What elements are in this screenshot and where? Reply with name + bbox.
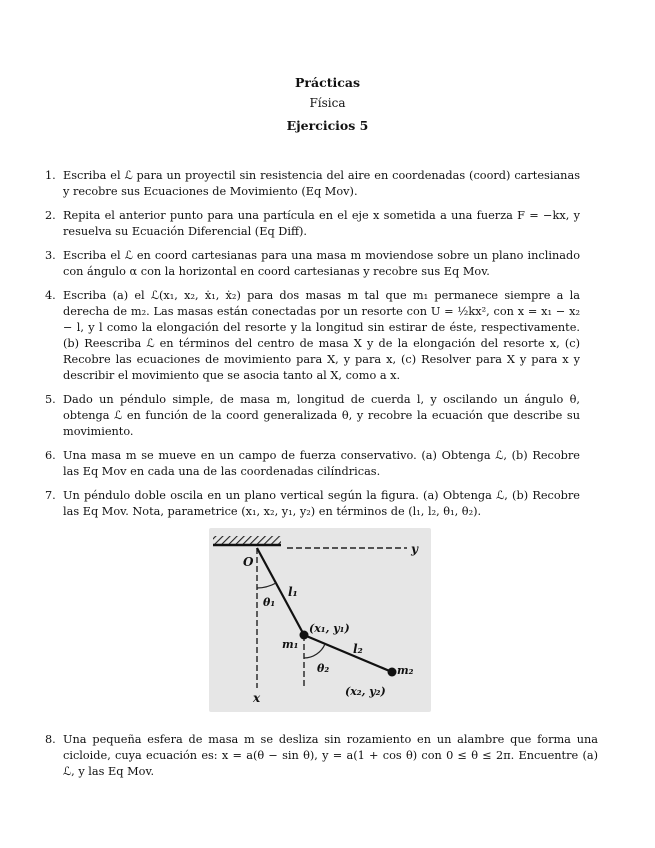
m1-label: m₁ [282, 638, 299, 651]
problem-5 [45, 392, 580, 440]
problem-8 [45, 732, 598, 780]
m2-label: m₂ [397, 664, 414, 677]
x-axis-label: x [253, 691, 261, 705]
problem-1 [45, 168, 580, 200]
problem-text: Una masa m se mueve en un campo de fuerza conservativo. (a) Obtenga ℒ, (b) Recobre las Eq Mov en cada una de las coordenadas cilíndricas. [63, 449, 580, 478]
theta1-label: θ₁ [263, 596, 276, 609]
y-axis-label: y [411, 542, 418, 556]
problem-6 [45, 448, 580, 480]
document-title: Prácticas [295, 75, 360, 90]
theta2-label: θ₂ [317, 662, 330, 675]
problem-text: Un péndulo doble oscila en un plano vertical según la figura. (a) Obtenga ℒ, (b) Recobre las Eq Mov. Nota, parametrice (x₁, x₂, y₁, y₂) en términos de (l₁, l₂, θ₁, θ₂). [63, 489, 580, 518]
theta1-arc [257, 583, 276, 588]
double-pendulum-figure [209, 528, 431, 712]
origin-label: O [243, 555, 254, 569]
document-subject: Física [309, 96, 346, 110]
double-pendulum-diagram [209, 528, 431, 712]
problem-text: Escriba el ℒ para un proyectil sin resistencia del aire en coordenadas (coord) cartesianas y recobre sus Ecuaciones de Movimiento (Eq Mov). [63, 169, 580, 198]
problem-number: 4. [45, 289, 56, 302]
problem-3 [45, 248, 580, 280]
p2-label: (x₂, y₂) [345, 685, 386, 698]
problem-text: Una pequeña esfera de masa m se desliza sin rozamiento en un alambre que forma una cicloide, cuya ecuación es: x = a(θ − sin θ), y = a(1 + cos θ) con 0 ≤ θ ≤ 2π. Encuentre (a) ℒ, y las Eq Mov. [63, 733, 598, 778]
exercise-set-title: Ejercicios 5 [286, 118, 369, 133]
problem-number: 8. [45, 733, 56, 746]
problem-text: Escriba el ℒ en coord cartesianas para una masa m moviendose sobre un plano inclinado con ángulo α con la horizontal en coord cartesianas y recobre sus Eq Mov. [63, 249, 580, 278]
mass-m1 [300, 631, 309, 640]
mass-m2 [388, 668, 397, 677]
problem-number: 7. [45, 489, 56, 502]
ceiling-hatch [213, 536, 281, 544]
problem-number: 5. [45, 393, 56, 406]
problem-text: Repita el anterior punto para una partícula en el eje x sometida a una fuerza F = −kx, y resuelva su Ecuación Diferencial (Eq Diff). [63, 209, 580, 238]
l2-label: l₂ [353, 642, 363, 656]
problem-number: 2. [45, 209, 56, 222]
problem-2 [45, 208, 580, 240]
problem-4 [45, 288, 580, 384]
problem-text: Dado un péndulo simple, de masa m, longitud de cuerda l, y oscilando un ángulo θ, obtenga ℒ en función de la coord generalizada θ, y recobre la ecuación que describe su movimiento. [63, 393, 580, 438]
problem-list [45, 168, 580, 528]
problem-number: 3. [45, 249, 56, 262]
theta2-arc [304, 644, 325, 658]
l1-label: l₁ [288, 585, 298, 599]
problem-7 [45, 488, 580, 520]
problem-number: 1. [45, 169, 56, 182]
problem-text: Escriba (a) el ℒ(x₁, x₂, ẋ₁, ẋ₂) para dos masas m tal que m₁ permanece siempre a la derecha de m₂. Las masas están conectadas por un resorte con U = ½kx², con x = x₁ − x₂ − l, y l como la elongación del resorte y la longitud sin estirar de éste, respectivamente. (b) Reescriba ℒ en términos del centro de masa X y de la elongación del resorte x, (c) Recobre las ecuaciones de movimiento para X, y para x, (c) Resolver para X y para x y describir el movimiento que se asocia tanto al X, como a x. [63, 289, 580, 382]
p1-label: (x₁, y₁) [309, 622, 350, 635]
problem-number: 6. [45, 449, 56, 462]
